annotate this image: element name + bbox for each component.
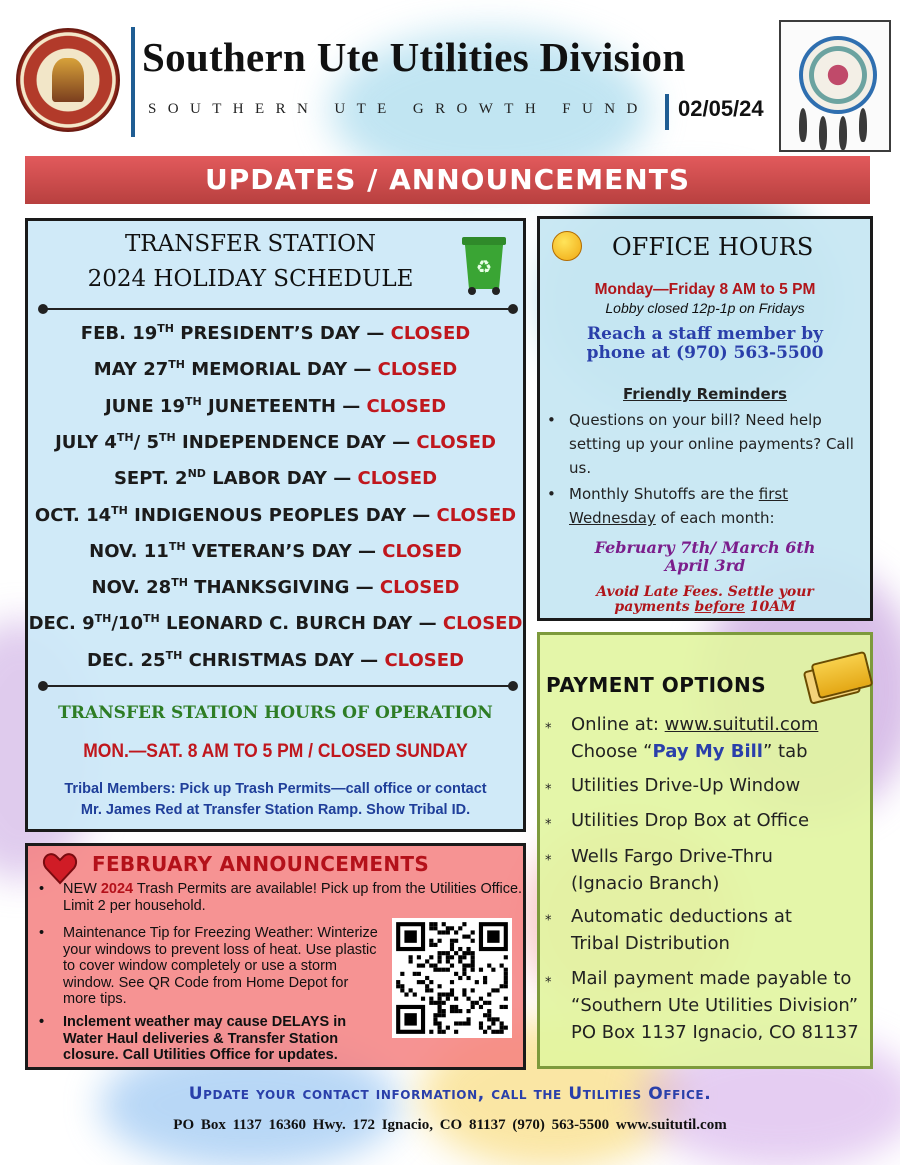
transfer-hours: MON.—SAT. 8 AM TO 5 PM / CLOSED SUNDAY xyxy=(83,741,468,762)
recycle-bin-icon xyxy=(456,227,512,297)
holiday-row: DEC. 9TH/10TH LEONARD C. BURCH DAY — CLOSED xyxy=(28,612,523,635)
february-announcements-panel xyxy=(25,843,526,1070)
divider-line xyxy=(42,685,514,687)
payment-option-drop-box: ⁎ Utilities Drop Box at Office xyxy=(571,807,871,834)
page-title: Southern Ute Utilities Division xyxy=(142,34,686,80)
office-hours-title: OFFICE HOURS xyxy=(612,233,814,261)
feather-icon xyxy=(839,116,847,150)
seal-chief-figure xyxy=(52,58,84,102)
contact-update-callout: Update your contact information, call the Utilities Office. xyxy=(188,1084,712,1104)
holiday-row: DEC. 25TH CHRISTMAS DAY — CLOSED xyxy=(86,648,464,671)
holiday-schedule-title: 2024 HOLIDAY SCHEDULE xyxy=(87,266,414,292)
payment-option-wells-fargo: ⁎ Wells Fargo Drive-Thru (Ignacio Branch) xyxy=(571,843,821,897)
office-hours-days: Monday—Friday 8 AM to 5 PM xyxy=(594,281,816,298)
holiday-row: MAY 27TH MEMORIAL DAY — CLOSED xyxy=(93,358,458,381)
payment-option-drive-up: ⁎ Utilities Drive-Up Window xyxy=(571,772,871,799)
tribal-seal-logo xyxy=(16,28,120,132)
late-fee-note: Avoid Late Fees. Settle your payments before 10AM xyxy=(596,584,814,615)
credit-card-icon xyxy=(810,651,873,699)
website-link[interactable]: www.suitutil.com xyxy=(664,714,819,735)
footer-address: PO Box 1137 16360 Hwy. 172 Ignacio, CO 81137 (970) 563-5500 www.suitutil.com xyxy=(173,1117,727,1133)
dreamcatcher-icon xyxy=(799,36,877,114)
holiday-row: JUNE 19TH JUNETEENTH — CLOSED xyxy=(104,394,447,417)
transfer-title: TRANSFER STATION xyxy=(124,231,377,257)
february-title: FEBRUARY ANNOUNCEMENTS xyxy=(92,852,430,876)
pay-my-bill-label: Pay My Bill xyxy=(652,741,763,762)
announcement-bullet: • Inclement weather may cause DELAYS in Water Haul deliveries & Transfer Station closure. Call Utilities Office for updates. xyxy=(63,1014,381,1064)
feather-icon xyxy=(819,116,827,150)
header-divider xyxy=(131,27,135,137)
hours-of-operation-title: TRANSFER STATION HOURS OF OPERATION xyxy=(58,703,493,723)
date-divider xyxy=(665,94,669,130)
payment-options-panel xyxy=(537,632,873,1069)
lobby-closed-note: Lobby closed 12p-1p on Fridays xyxy=(605,300,805,316)
reminder-bullet: • Questions on your bill? Need help setting up your online payments? Call us. xyxy=(569,408,864,480)
office-hours-panel xyxy=(537,216,873,621)
payment-option-online: ⁎ Online at: www.suitutil.com Choose “Pay My Bill” tab xyxy=(571,711,871,765)
feather-icon xyxy=(859,108,867,142)
qr-code[interactable] xyxy=(392,918,512,1038)
holiday-row: JULY 4TH/ 5TH INDEPENDENCE DAY — CLOSED xyxy=(55,430,496,453)
payment-options-title: PAYMENT OPTIONS xyxy=(546,673,767,697)
holiday-row: FEB. 19TH PRESIDENT’S DAY — CLOSED xyxy=(80,322,471,344)
friendly-reminders-heading: Friendly Reminders xyxy=(623,385,787,403)
holiday-row: SEPT. 2ND LABOR DAY — CLOSED xyxy=(113,467,438,490)
shutoff-dates: February 7th/ March 6th April 3rd xyxy=(594,538,816,575)
transfer-station-panel xyxy=(25,218,526,832)
reminder-bullet: • Monthly Shutoffs are the first Wednesday of each month: xyxy=(569,482,864,530)
smiley-thumbs-up-icon xyxy=(552,231,582,261)
utilities-dreamcatcher-logo xyxy=(779,20,891,152)
holiday-row: NOV. 28TH THANKSGIVING — CLOSED xyxy=(91,576,460,599)
svg-text:♻: ♻ xyxy=(475,257,493,277)
announcement-bullet: • NEW 2024 Trash Permits are available! Pick up from the Utilities Office. Limit 2 per household. xyxy=(63,881,523,914)
issue-date: 02/05/24 xyxy=(678,96,764,121)
reach-staff-text: Reach a staff member by phone at (970) 563-5500 xyxy=(586,324,824,363)
holiday-row: NOV. 11TH VETERAN’S DAY — CLOSED xyxy=(89,539,462,562)
holiday-row: OCT. 14TH INDIGENOUS PEOPLES DAY — CLOSED xyxy=(34,503,517,526)
page-subtitle: SOUTHERN UTE GROWTH FUND xyxy=(148,101,649,117)
updates-banner xyxy=(25,156,870,204)
announcement-bullet: • Maintenance Tip for Freezing Weather: Winterize your windows to prevent loss of heat. Use plastic to cover window completely or use a storm window. See QR Code from Home Depot for more tips. xyxy=(63,925,381,1008)
payment-option-mail: ⁎ Mail payment made payable to “Southern Ute Utilities Division” PO Box 1137 Ignacio, CO 81137 xyxy=(571,965,866,1046)
trash-permit-note: Tribal Members: Pick up Trash Permits—call office or contact Mr. James Red at Transfer Station Ramp. Show Tribal ID. xyxy=(64,781,487,818)
payment-option-automatic: ⁎ Automatic deductions at Tribal Distribution xyxy=(571,903,841,957)
banner-title: UPDATES / ANNOUNCEMENTS xyxy=(205,163,690,196)
divider-line xyxy=(42,308,514,310)
feather-icon xyxy=(799,108,807,142)
